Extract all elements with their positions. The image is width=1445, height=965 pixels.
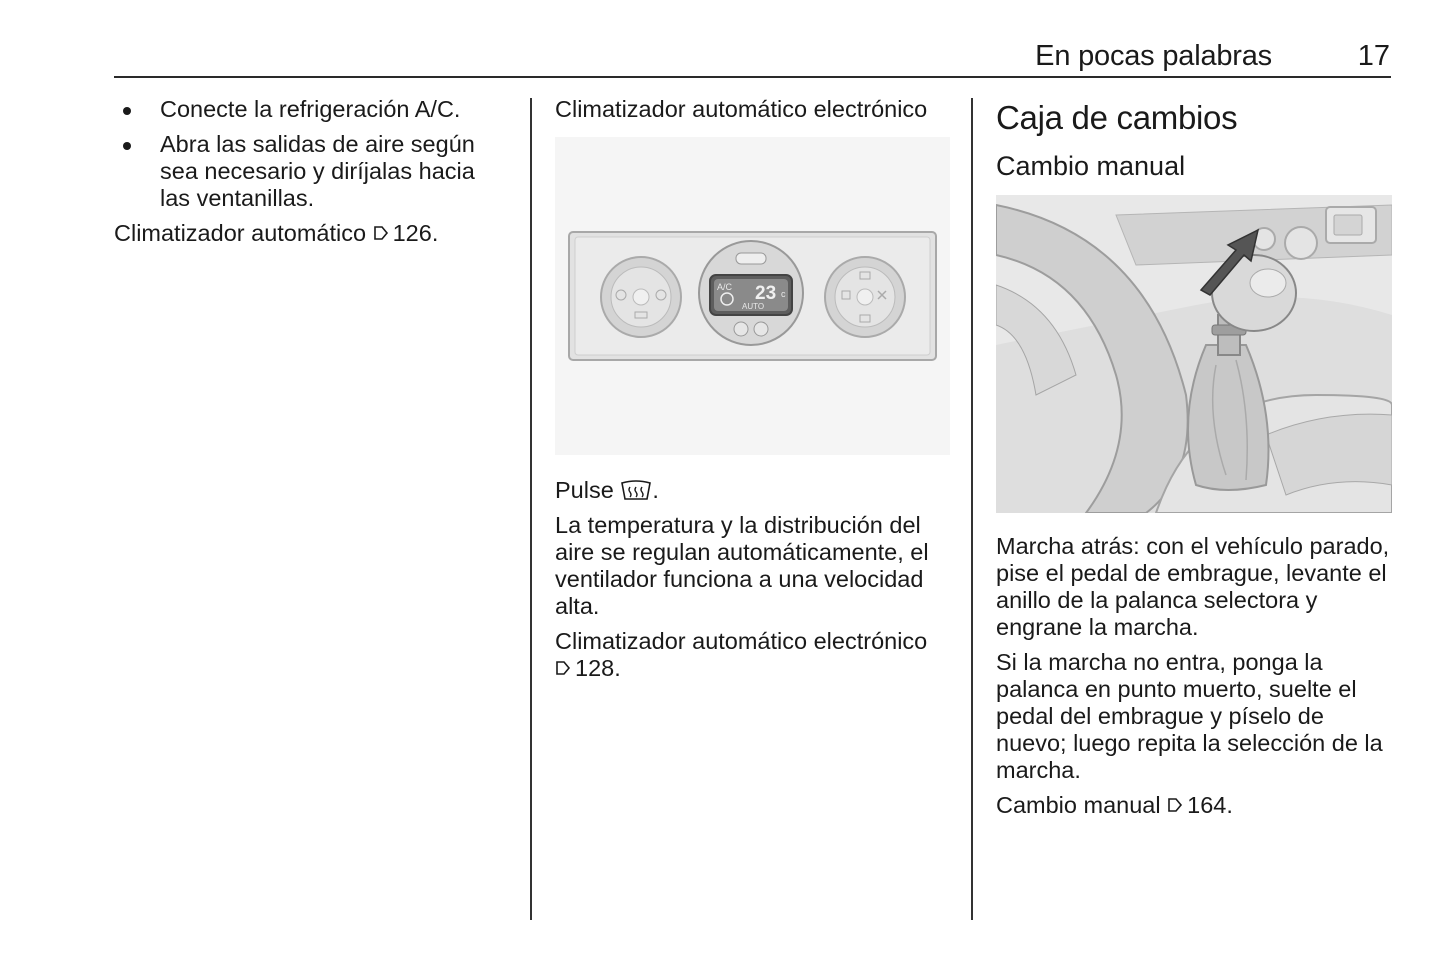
cross-reference-text: Climatizador automático electrónico [555,628,928,654]
column-1 [114,96,506,255]
display-temperature: 23 [755,283,777,304]
cross-reference[interactable] [114,220,506,247]
instruction-line [555,477,950,504]
column-divider-2 [971,98,973,920]
bullet-item [114,131,506,212]
display-ac-label: A/C [717,282,733,292]
page-number: 17 [1357,40,1390,72]
page-reference-arrow-icon [555,658,571,678]
column-2 [555,96,950,690]
display-auto-label: AUTO [742,302,765,311]
bullet-text-after: . [453,96,461,122]
body-paragraph: La temperatura y la distribución del aire se regulan automáticamente, el ventilador funciona a una velocidad alta. [555,512,929,619]
climate-control-panel-illustration [555,137,950,455]
cross-reference-page: 128. [575,655,621,681]
cross-reference-page: 126. [392,220,439,246]
rear-window-defrost-icon [620,480,652,502]
header-rule [114,76,1391,78]
bullet-emphasis: A/C [414,96,454,122]
climate-control-figure [555,137,950,455]
cross-reference-page: 164. [1187,792,1233,818]
bullet-list [114,96,506,212]
body-paragraph: Marcha atrás: con el vehículo parado, pise el pedal de embrague, levante el anillo de la palanca selectora y engrane la marcha. [996,533,1390,640]
page-reference-arrow-icon [373,223,389,243]
manual-gearbox-illustration [996,195,1392,513]
bullet-dot-icon [123,142,131,150]
bullet-text: Abra las salidas de aire según sea necesario y diríjalas hacia las ventanillas. [160,131,475,211]
cross-reference-text: Climatizador automático [114,220,367,246]
section-heading: Climatizador automático electrónico [555,96,928,122]
body-paragraph: Si la marcha no entra, ponga la palanca en punto muerto, suelte el pedal del embrague y píselo de nuevo; luego repita la selección de la marcha. [996,649,1383,783]
gear-shift-figure [996,195,1392,513]
page-reference-arrow-icon [1167,795,1183,815]
column-3 [996,96,1392,827]
pulse-after: . [652,477,659,503]
cross-reference-text: Cambio manual [996,792,1161,818]
subsection-title: Cambio manual [996,151,1186,181]
display-unit: c [781,289,786,299]
section-title: Caja de cambios [996,99,1238,136]
running-header-title: En pocas palabras [1035,40,1272,72]
bullet-item [114,96,506,123]
bullet-dot-icon [123,107,131,115]
cross-reference[interactable] [996,792,1392,819]
cross-reference[interactable] [555,628,950,682]
pulse-text: Pulse [555,477,614,503]
column-divider-1 [530,98,532,920]
bullet-text: Conecte la refrigeración [160,96,415,122]
